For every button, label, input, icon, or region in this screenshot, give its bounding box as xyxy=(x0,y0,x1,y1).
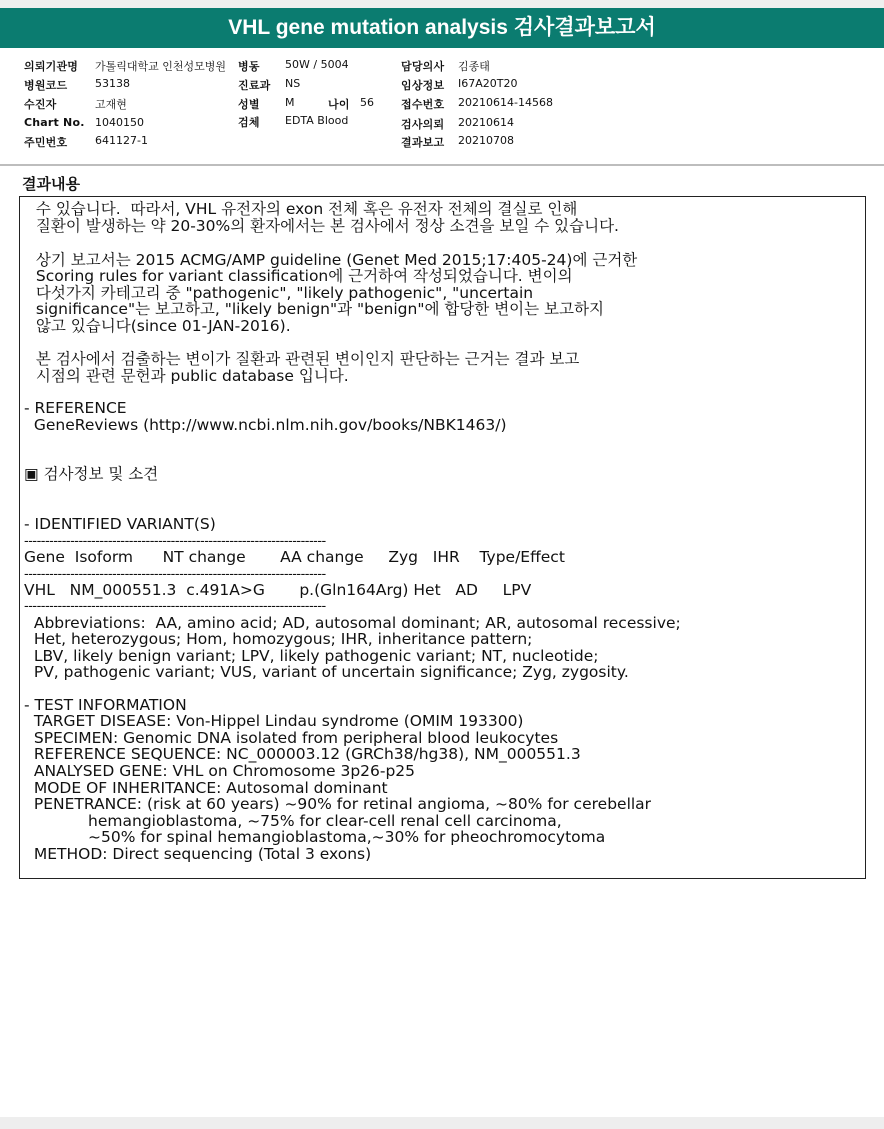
result-line: hemangioblastoma, ~75% for clear-cell renal cell carcinoma, xyxy=(24,812,562,830)
institution-value: 가톨릭대학교 인천성모병원 xyxy=(95,60,227,73)
reception-no-label: 접수번호 xyxy=(401,98,445,111)
result-line: REFERENCE SEQUENCE: NC_000003.12 (GRCh38/hg38), NM_000551.3 xyxy=(24,745,581,763)
examinee-label: 수진자 xyxy=(24,98,57,111)
result-line: METHOD: Direct sequencing (Total 3 exons) xyxy=(24,845,372,863)
result-line: 수 있습니다. 따라서, VHL 유전자의 exon 전체 혹은 유전자 전체의 결실로 인해 xyxy=(31,200,578,218)
result-line: - IDENTIFIED VARIANT(S) xyxy=(24,515,216,533)
result-line: 않고 있습니다(since 01-JAN-2016). xyxy=(31,317,291,335)
ward-value: 50W / 5004 xyxy=(285,58,349,71)
examinee-value: 고재현 xyxy=(95,98,127,111)
result-line: ANALYSED GENE: VHL on Chromosome 3p26-p25 xyxy=(24,762,416,780)
section-title: 결과내용 xyxy=(22,175,80,193)
clinical-info-label: 임상정보 xyxy=(401,79,445,92)
sex-value: M xyxy=(285,96,295,109)
result-line: MODE OF INHERITANCE: Autosomal dominant xyxy=(24,779,388,797)
result-line: GeneReviews (http://www.ncbi.nlm.nih.gov/books/NBK1463/) xyxy=(24,416,507,434)
result-line: LBV, likely benign variant; LPV, likely pathogenic variant; NT, nucleotide; xyxy=(24,647,599,665)
result-line: significance"는 보고하고, "likely benign"과 "benign"에 합당한 변이는 보고하지 xyxy=(31,300,604,318)
result-line: ~50% for spinal hemangioblastoma,~30% for pheochromocytoma xyxy=(24,828,606,846)
ward-label: 병동 xyxy=(238,60,260,73)
bottom-band xyxy=(0,1117,884,1129)
age-value: 56 xyxy=(360,96,374,109)
clinical-info-value: I67A20T20 xyxy=(458,77,518,90)
chart-no-value: 1040150 xyxy=(95,116,144,129)
result-line: 질환이 발생하는 약 20-30%의 환자에서는 본 검사에서 정상 소견을 보일 수 있습니다. xyxy=(31,217,619,235)
sex-label: 성별 xyxy=(238,98,260,111)
chart-no-label: Chart No. xyxy=(24,116,85,129)
department-value: NS xyxy=(285,77,301,90)
hospital-code-value: 53138 xyxy=(95,77,130,90)
doctor-label: 담당의사 xyxy=(401,60,445,73)
reception-no-value: 20210614-14568 xyxy=(458,96,553,109)
specimen-value: EDTA Blood xyxy=(285,114,349,127)
specimen-label: 검체 xyxy=(238,116,260,129)
result-line: VHL NM_000551.3 c.491A>G p.(Gln164Arg) Het AD LPV xyxy=(24,581,532,599)
result-line: Het, heterozygous; Hom, homozygous; IHR, inheritance pattern; xyxy=(24,630,533,648)
resident-no-value: 641127-1 xyxy=(95,134,148,147)
result-line: Gene Isoform NT change AA change Zyg IHR Type/Effect xyxy=(24,548,565,566)
request-date-label: 검사의뢰 xyxy=(401,118,445,131)
result-line: 다섯가지 카테고리 중 "pathogenic", "likely pathogenic", "uncertain xyxy=(31,284,534,302)
result-line: Abbreviations: AA, amino acid; AD, autosomal dominant; AR, autosomal recessive; xyxy=(24,614,681,632)
hospital-code-label: 병원코드 xyxy=(24,79,68,92)
patient-info-panel xyxy=(0,48,884,166)
result-content-box xyxy=(19,196,866,879)
report-date-label: 결과보고 xyxy=(401,136,445,149)
report-title: VHL gene mutation analysis 검사결과보고서 xyxy=(0,8,884,48)
result-line: ------------------------------------------------------------------------ xyxy=(24,567,326,582)
result-line: 시점의 관련 문헌과 public database 입니다. xyxy=(31,367,349,385)
department-label: 진료과 xyxy=(238,79,271,92)
doctor-value: 김종태 xyxy=(458,60,490,73)
result-line: PENETRANCE: (risk at 60 years) ~90% for retinal angioma, ~80% for cerebellar xyxy=(24,795,652,813)
resident-no-label: 주민번호 xyxy=(24,136,68,149)
result-line: ▣ 검사정보 및 소견 xyxy=(24,465,159,483)
result-line: SPECIMEN: Genomic DNA isolated from peripheral blood leukocytes xyxy=(24,729,559,747)
result-line: - TEST INFORMATION xyxy=(24,696,187,714)
result-line: 상기 보고서는 2015 ACMG/AMP guideline (Genet Med 2015;17:405-24)에 근거한 xyxy=(31,251,638,269)
result-line: - REFERENCE xyxy=(24,399,127,417)
institution-label: 의뢰기관명 xyxy=(24,60,79,73)
request-date-value: 20210614 xyxy=(458,116,514,129)
report-date-value: 20210708 xyxy=(458,134,514,147)
info-divider xyxy=(0,164,884,166)
result-line: PV, pathogenic variant; VUS, variant of uncertain significance; Zyg, zygosity. xyxy=(24,663,629,681)
top-border xyxy=(0,0,884,8)
result-line: TARGET DISEASE: Von-Hippel Lindau syndrome (OMIM 193300) xyxy=(24,712,524,730)
result-line: ------------------------------------------------------------------------ xyxy=(24,599,326,614)
result-line: ------------------------------------------------------------------------ xyxy=(24,534,326,549)
age-label: 나이 xyxy=(328,98,350,111)
result-line: 본 검사에서 검출하는 변이가 질환과 관련된 변이인지 판단하는 근거는 결과 보고 xyxy=(31,350,580,368)
result-line: Scoring rules for variant classification에 근거하여 작성되었습니다. 변이의 xyxy=(31,267,573,285)
